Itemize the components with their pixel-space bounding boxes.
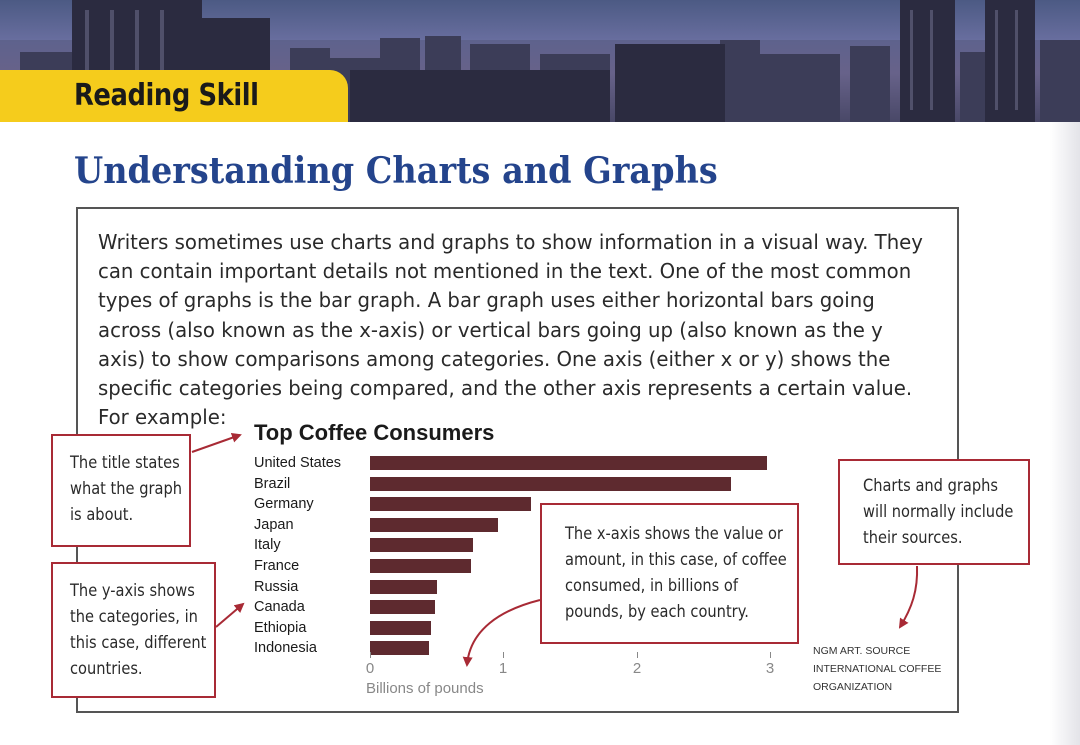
callout-x-axis-text: The x-axis shows the value or amount, in this case, of coffee consumed, in billions of pounds, by each country. [565,524,787,622]
header-banner [0,0,1080,122]
intro-paragraph: Writers sometimes use charts and graphs to show information in a visual way. They can contain important details not mentioned in the text. One of the most common types of graphs is the bar graph. A bar graph uses either horizontal bars going across (also known as the x-axis) or vertical bars going up (also known as the y axis) to show comparisons among categories. One axis (either x or y) shows the specific categories being compared, and the other axis represents a certain value. For example: [98,230,923,430]
source-credit-line-3: ORGANIZATION [813,681,893,693]
x-tick-mark [370,652,371,658]
category-label: Brazil [254,475,291,492]
category-label: Germany [254,496,314,513]
callout-title-explanation [51,434,191,547]
bar-france [370,559,471,573]
bar-italy [370,538,473,552]
chart-title: Top Coffee Consumers [254,420,495,445]
bar-indonesia [370,641,429,655]
category-label: United States [254,455,342,471]
bar-united-states [370,456,767,470]
category-label: Japan [254,516,294,533]
callout-title-text: The title states what the graph is about. [70,453,183,525]
x-tick-mark [637,652,638,658]
x-axis-label: Billions of pounds [366,680,484,697]
category-label: Italy [254,537,281,554]
source-credit-line-2: INTERNATIONAL COFFEE [813,663,942,675]
callout-x-axis-explanation [540,503,799,644]
category-label: Canada [254,599,305,616]
callout-sources-explanation [838,459,1030,565]
page-edge-shadow [1050,122,1080,745]
callout-y-axis-text: The y-axis shows the categories, in this case, different countries. [70,581,207,679]
x-tick-mark [770,652,771,658]
reading-skill-label: Reading Skill [74,78,259,113]
category-label: Russia [254,578,299,595]
category-label: Indonesia [254,640,317,657]
x-tick-label: 2 [632,660,642,677]
category-label: Ethiopia [254,619,307,636]
page-title: Understanding Charts and Graphs [74,150,718,192]
bar-ethiopia [370,621,431,635]
x-tick-mark [503,652,504,658]
x-tick-label: 3 [765,660,775,677]
bar-japan [370,518,498,532]
source-credit-line-1: NGM ART. SOURCE [813,645,911,657]
bar-germany [370,497,531,511]
bar-canada [370,600,435,614]
x-tick-label: 0 [365,660,375,677]
callout-y-axis-explanation [51,562,216,698]
category-label: France [254,558,300,574]
bar-brazil [370,477,731,491]
bar-russia [370,580,437,594]
x-tick-label: 1 [498,660,508,677]
reading-skill-tab [0,70,348,122]
callout-sources-text: Charts and graphs will normally include their sources. [863,476,1014,548]
